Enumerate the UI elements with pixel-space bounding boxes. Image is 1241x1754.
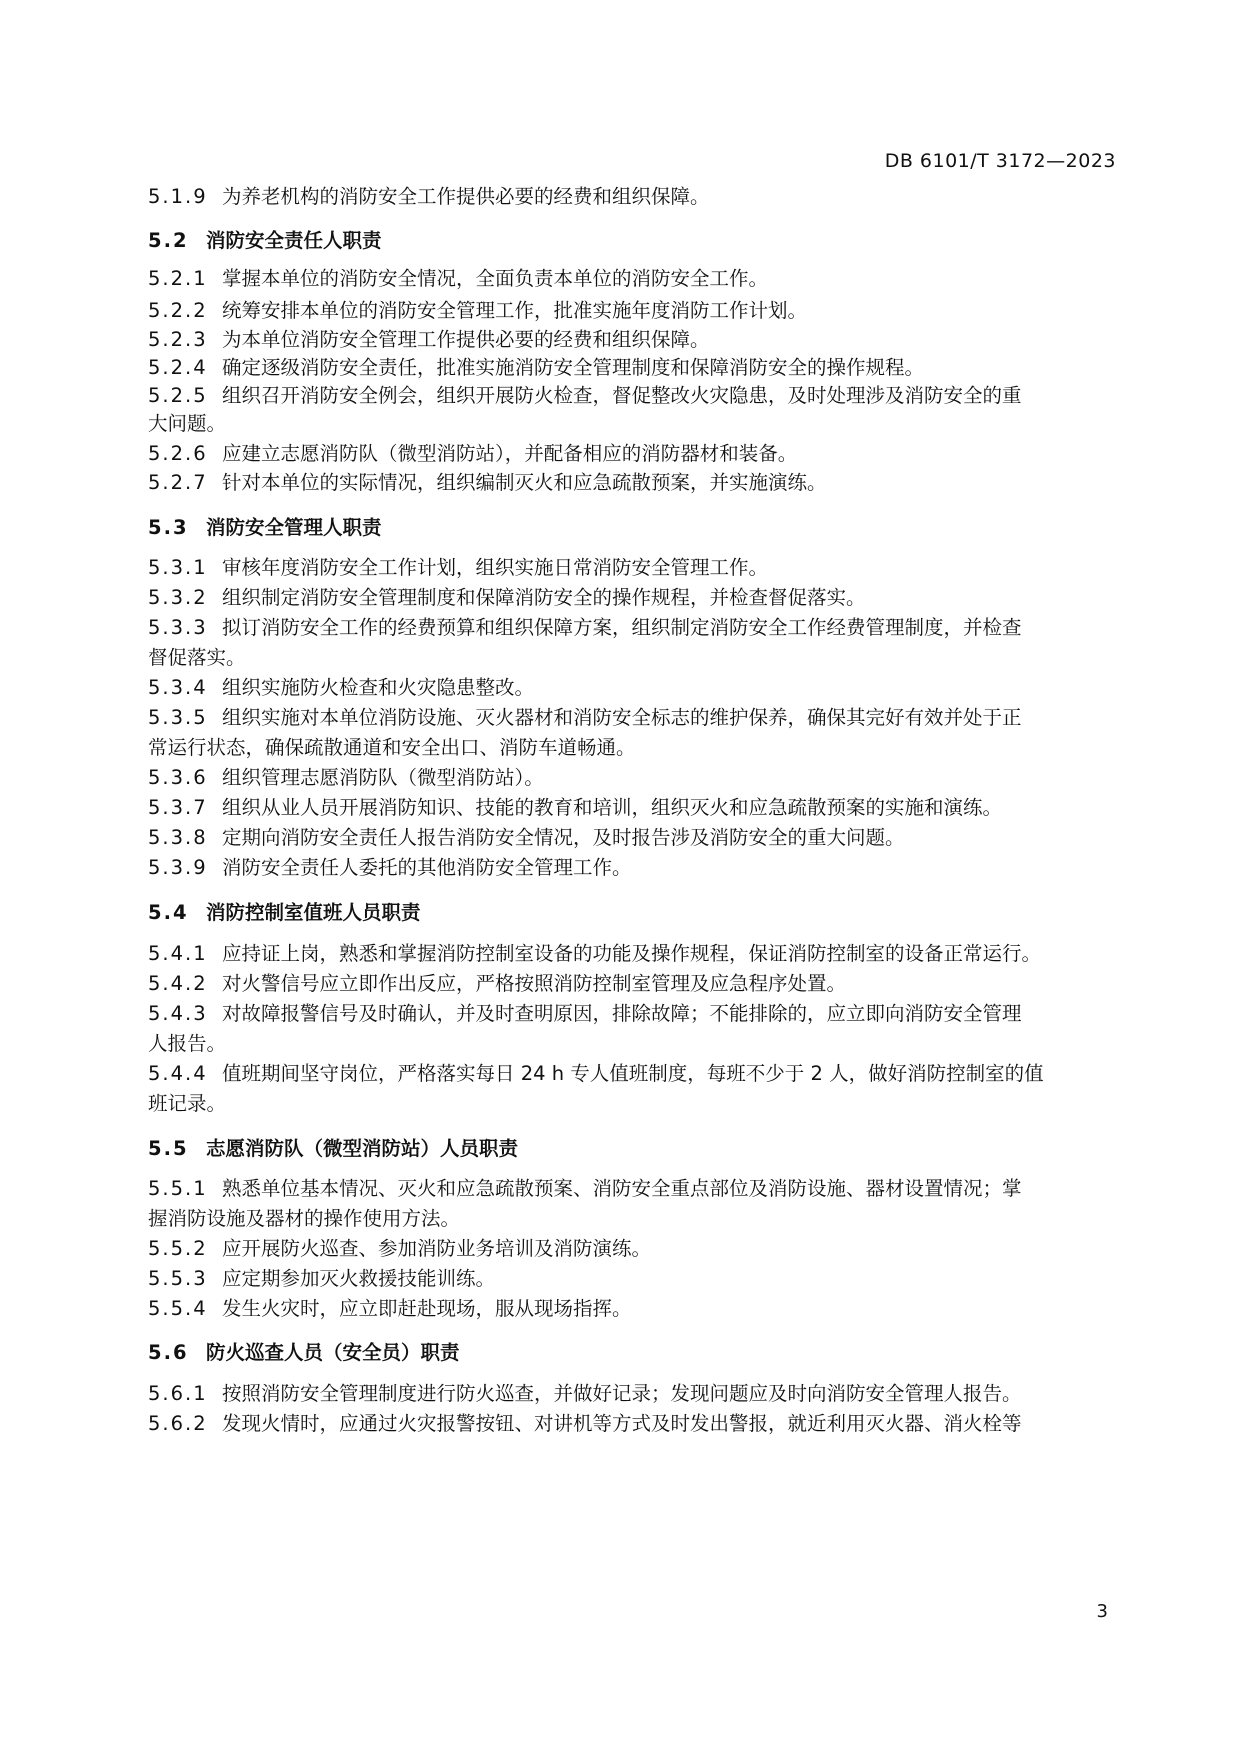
clause-text: 审核年度消防安全工作计划，组织实施日常消防安全管理工作。	[222, 556, 769, 579]
heading-text: 志愿消防队（微型消防站）人员职责	[206, 1137, 519, 1160]
clause-text: 针对本单位的实际情况，组织编制灭火和应急疏散预案，并实施演练。	[222, 471, 827, 494]
clause-5-2-7	[148, 469, 1118, 497]
clause-5-2-1	[148, 265, 1118, 293]
clause-number: 5.4.3	[148, 1002, 208, 1025]
clause-text: 掌握本单位的消防安全情况，全面负责本单位的消防安全工作。	[222, 267, 769, 290]
clause-5-2-6	[148, 440, 1118, 468]
clause-5-2-4	[148, 354, 1118, 382]
clause-number: 5.3.8	[148, 826, 208, 849]
clause-number: 5.2.4	[148, 356, 208, 379]
clause-text: 大问题。	[148, 412, 227, 435]
clause-text: 应定期参加灭火救援技能训练。	[222, 1267, 496, 1290]
clause-number: 5.5.4	[148, 1297, 208, 1320]
clause-text: 熟悉单位基本情况、灭火和应急疏散预案、消防安全重点部位及消防设施、器材设置情况；掌	[222, 1177, 1022, 1200]
clause-5-2-5	[148, 382, 1118, 410]
clause-number: 5.4.2	[148, 972, 208, 995]
heading-number: 5.6	[148, 1341, 189, 1364]
clause-text: 消防安全责任人委托的其他消防安全管理工作。	[222, 856, 632, 879]
clause-number: 5.3.3	[148, 616, 208, 639]
clause-5-1-9	[148, 183, 1118, 211]
heading-number: 5.2	[148, 229, 189, 252]
clause-number: 5.3.2	[148, 586, 208, 609]
clause-number: 5.3.7	[148, 796, 208, 819]
heading-5-6	[148, 1339, 1118, 1367]
clause-5-5-1	[148, 1175, 1118, 1203]
clause-5-3-5-continuation	[148, 734, 1118, 762]
clause-text: 发生火灾时，应立即赶赴现场，服从现场指挥。	[222, 1297, 632, 1320]
heading-5-3	[148, 514, 1118, 542]
clause-5-5-4	[148, 1295, 1118, 1323]
clause-number: 5.3.1	[148, 556, 208, 579]
clause-5-2-2	[148, 297, 1118, 325]
clause-5-5-1-continuation	[148, 1205, 1118, 1233]
clause-number: 5.5.2	[148, 1237, 208, 1260]
clause-5-3-3-continuation	[148, 644, 1118, 672]
clause-number: 5.1.9	[148, 185, 208, 208]
clause-text: 定期向消防安全责任人报告消防安全情况，及时报告涉及消防安全的重大问题。	[222, 826, 905, 849]
clause-text: 统筹安排本单位的消防安全管理工作，批准实施年度消防工作计划。	[222, 299, 808, 322]
clause-text: 按照消防安全管理制度进行防火巡查，并做好记录；发现问题应及时向消防安全管理人报告。	[222, 1382, 1022, 1405]
clause-5-3-5	[148, 704, 1118, 732]
clause-text: 拟订消防安全工作的经费预算和组织保障方案，组织制定消防安全工作经费管理制度，并检查	[222, 616, 1022, 639]
clause-text: 人报告。	[148, 1032, 227, 1055]
clause-5-4-4-continuation	[148, 1090, 1118, 1118]
clause-text: 常运行状态，确保疏散通道和安全出口、消防车道畅通。	[148, 736, 636, 759]
clause-text: 组织召开消防安全例会，组织开展防火检查，督促整改火灾隐患，及时处理涉及消防安全的重	[222, 384, 1022, 407]
clause-5-4-3	[148, 1000, 1118, 1028]
clause-text: 组织管理志愿消防队（微型消防站）。	[222, 766, 544, 789]
clause-number: 5.2.2	[148, 299, 208, 322]
clause-number: 5.4.1	[148, 942, 208, 965]
heading-5-4	[148, 899, 1118, 927]
heading-number: 5.3	[148, 516, 189, 539]
heading-text: 消防控制室值班人员职责	[206, 901, 421, 924]
clause-number: 5.4.4	[148, 1062, 208, 1085]
clause-number: 5.3.6	[148, 766, 208, 789]
heading-number: 5.4	[148, 901, 189, 924]
clause-5-6-1	[148, 1380, 1118, 1408]
clause-number: 5.3.9	[148, 856, 208, 879]
clause-text: 组织实施对本单位消防设施、灭火器材和消防安全标志的维护保养，确保其完好有效并处于正	[222, 706, 1022, 729]
clause-5-3-2	[148, 584, 1118, 612]
clause-5-3-8	[148, 824, 1118, 852]
clause-text: 确定逐级消防安全责任，批准实施消防安全管理制度和保障消防安全的操作规程。	[222, 356, 925, 379]
heading-number: 5.5	[148, 1137, 189, 1160]
clause-number: 5.2.3	[148, 328, 208, 351]
clause-number: 5.2.1	[148, 267, 208, 290]
clause-5-2-3	[148, 326, 1118, 354]
heading-text: 消防安全责任人职责	[206, 229, 382, 252]
clause-text: 班记录。	[148, 1092, 227, 1115]
clause-number: 5.2.7	[148, 471, 208, 494]
heading-text: 防火巡查人员（安全员）职责	[206, 1341, 460, 1364]
clause-text: 对火警信号应立即作出反应，严格按照消防控制室管理及应急程序处置。	[222, 972, 847, 995]
document-header-id: DB 6101/T 3172—2023	[884, 150, 1116, 172]
heading-5-5	[148, 1135, 1118, 1163]
clause-5-5-3	[148, 1265, 1118, 1293]
clause-5-2-5-continuation	[148, 410, 1118, 438]
clause-text: 组织实施防火检查和火灾隐患整改。	[222, 676, 535, 699]
clause-number: 5.6.2	[148, 1412, 208, 1435]
clause-5-3-7	[148, 794, 1118, 822]
clause-text: 应持证上岗，熟悉和掌握消防控制室设备的功能及操作规程，保证消防控制室的设备正常运行。	[222, 942, 1042, 965]
clause-text: 组织从业人员开展消防知识、技能的教育和培训，组织灭火和应急疏散预案的实施和演练。	[222, 796, 1003, 819]
clause-5-4-3-continuation	[148, 1030, 1118, 1058]
clause-text: 握消防设施及器材的操作使用方法。	[148, 1207, 461, 1230]
clause-number: 5.2.6	[148, 442, 208, 465]
clause-text: 值班期间坚守岗位，严格落实每日 24 h 专人值班制度，每班不少于 2 人，做好消防控制室的值	[222, 1062, 1044, 1085]
clause-text: 组织制定消防安全管理制度和保障消防安全的操作规程，并检查督促落实。	[222, 586, 866, 609]
clause-5-5-2	[148, 1235, 1118, 1263]
clause-number: 5.3.5	[148, 706, 208, 729]
clause-number: 5.5.3	[148, 1267, 208, 1290]
clause-text: 为养老机构的消防安全工作提供必要的经费和组织保障。	[222, 185, 710, 208]
clause-text: 应建立志愿消防队（微型消防站），并配备相应的消防器材和装备。	[222, 442, 798, 465]
clause-5-3-3	[148, 614, 1118, 642]
heading-text: 消防安全管理人职责	[206, 516, 382, 539]
clause-number: 5.2.5	[148, 384, 208, 407]
clause-5-4-4	[148, 1060, 1118, 1088]
heading-5-2	[148, 227, 1118, 255]
clause-text: 应开展防火巡查、参加消防业务培训及消防演练。	[222, 1237, 652, 1260]
clause-5-3-9	[148, 854, 1118, 882]
clause-5-4-2	[148, 970, 1118, 998]
clause-5-6-2	[148, 1410, 1118, 1438]
clause-5-3-1	[148, 554, 1118, 582]
clause-text: 督促落实。	[148, 646, 246, 669]
clause-number: 5.3.4	[148, 676, 208, 699]
clause-text: 对故障报警信号及时确认，并及时查明原因，排除故障；不能排除的，应立即向消防安全管理	[222, 1002, 1022, 1025]
clause-5-3-6	[148, 764, 1118, 792]
page-number: 3	[1096, 1601, 1108, 1622]
clause-text: 为本单位消防安全管理工作提供必要的经费和组织保障。	[222, 328, 710, 351]
clause-number: 5.6.1	[148, 1382, 208, 1405]
clause-text: 发现火情时，应通过火灾报警按钮、对讲机等方式及时发出警报，就近利用灭火器、消火栓等	[222, 1412, 1022, 1435]
clause-5-3-4	[148, 674, 1118, 702]
clause-number: 5.5.1	[148, 1177, 208, 1200]
clause-5-4-1	[148, 940, 1118, 968]
